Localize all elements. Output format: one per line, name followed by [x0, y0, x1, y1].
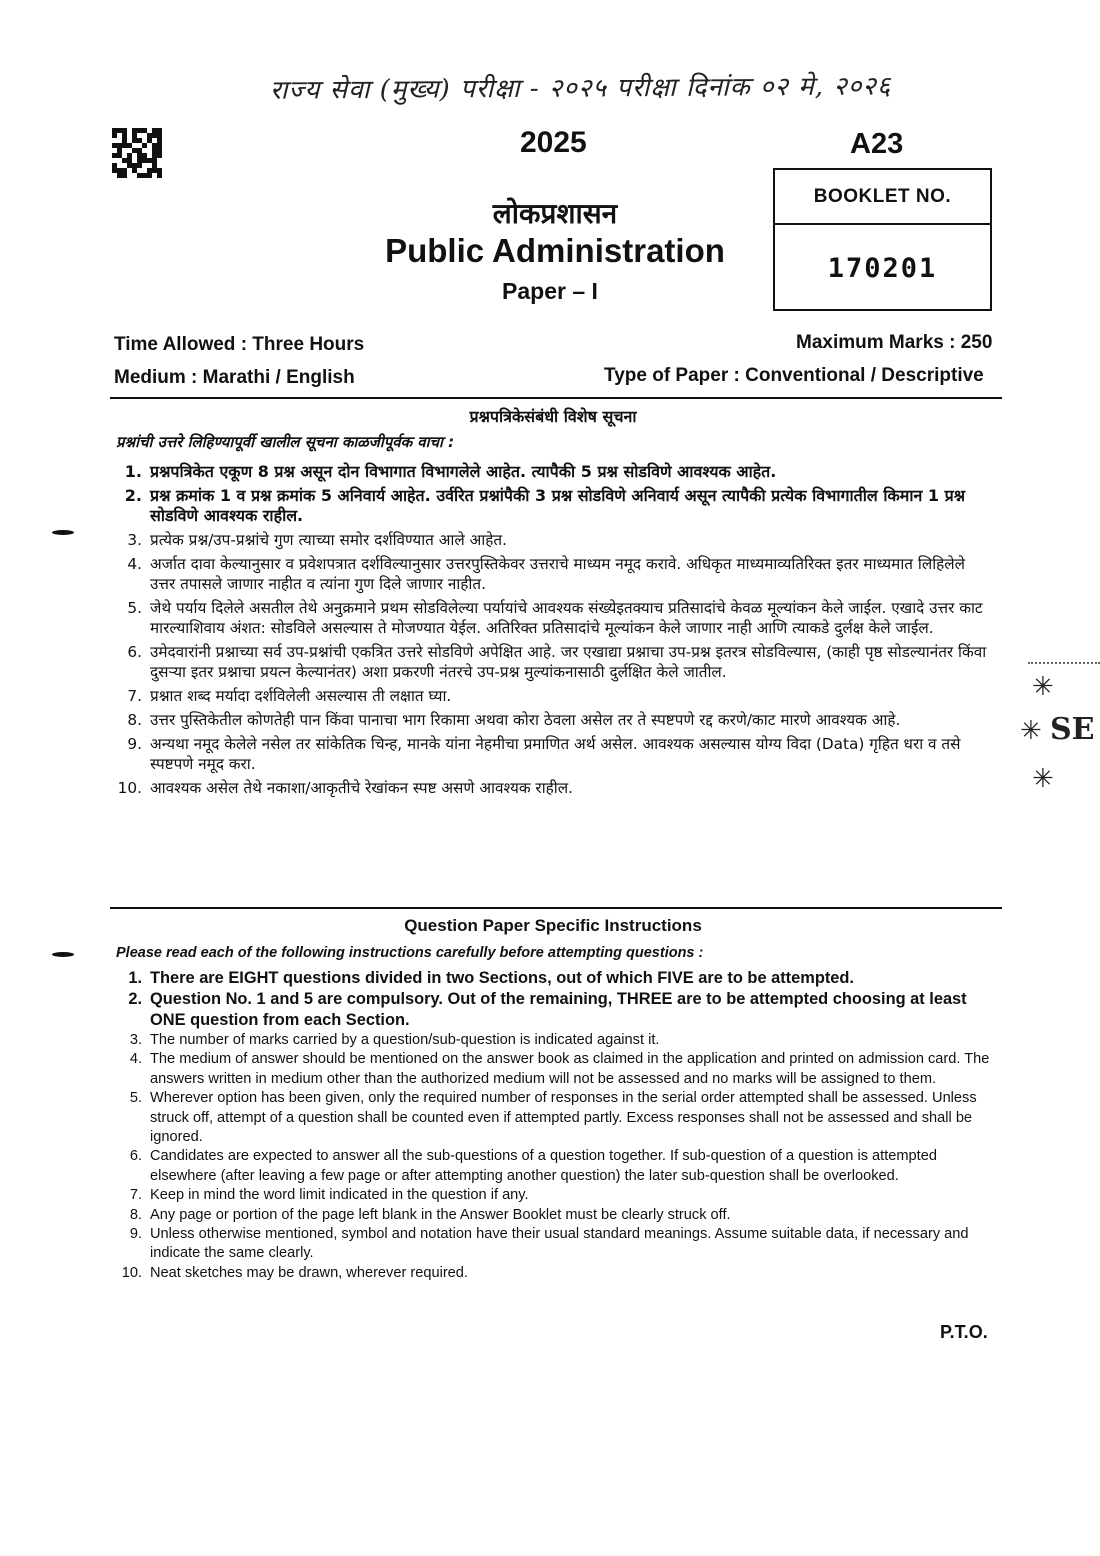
- instruction-number: 5.: [127, 599, 142, 617]
- instruction-number: 10.: [117, 779, 142, 797]
- instruction-item: [110, 486, 990, 526]
- instruction-number: 3.: [127, 531, 142, 549]
- instruction-item: [110, 686, 990, 706]
- time-allowed: Time Allowed : Three Hours: [114, 334, 365, 355]
- instruction-number: 8.: [129, 1206, 142, 1223]
- scan-mark: [52, 530, 74, 535]
- instruction-text: There are EIGHT questions divided in two Sections, out of which FIVE are to be attempted.: [150, 969, 854, 987]
- instruction-text: अर्जात दावा केल्यानुसार व प्रवेशपत्रात दर्शविल्यानुसार उत्तरपुस्तिकेवर उत्तराचे माध्यम नमूद करावे. अधिकृत माध्यमाव्यतिरिक्त इतर माध्यमात लिहिलेले उत्तर तपासले जाणार नाहीत व त्यांना गुण दिले जाणार नाहीत.: [150, 555, 966, 593]
- asterisk-icon: ✳: [1020, 716, 1042, 746]
- please-turn-over: P.T.O.: [940, 1322, 988, 1342]
- instruction-item: [110, 530, 990, 550]
- booklet-number-box: [773, 168, 992, 311]
- instruction-number: 4.: [129, 1051, 142, 1068]
- instruction-number: 1.: [124, 462, 142, 481]
- asterisk-icon: ✳: [1032, 764, 1054, 794]
- instruction-text: प्रश्नपत्रिकेत एकूण 8 प्रश्न असून दोन विभागात विभागलेले आहेत. त्यापैकी 5 प्रश्न सोडविणे आवश्यक आहेत.: [150, 462, 777, 481]
- divider-top: [110, 397, 1002, 399]
- instruction-text: प्रत्येक प्रश्न/उप-प्रश्नांचे गुण त्याच्या समोर दर्शविण्यात आले आहेत.: [150, 531, 507, 549]
- instruction-text: प्रश्न क्रमांक 1 व प्रश्न क्रमांक 5 अनिवार्य आहेत. उर्वरित प्रश्नांपैकी 3 प्रश्न सोडविणे अनिवार्य असून त्यापैकी प्रत्येक विभागातील किमान 1 प्रश्न सोडविणे आवश्यक राहील.: [150, 486, 966, 525]
- instruction-item: [110, 1147, 990, 1186]
- english-instructions-list: [110, 968, 990, 1283]
- qr-code-icon: [112, 128, 162, 178]
- instruction-item: [110, 1186, 990, 1205]
- marathi-instructions-list: [110, 462, 990, 802]
- instruction-number: 9.: [129, 1226, 142, 1243]
- instruction-item: [110, 1225, 990, 1264]
- instruction-text: The medium of answer should be mentioned on the answer book as claimed in the application and printed on admission card. The answers written in medium other than the authorized medium will not be assessed and no marks will be assigned to them.: [150, 1051, 990, 1087]
- instruction-text: उमेदवारांनी प्रश्नाच्या सर्व उप-प्रश्नांची एकत्रित उत्तरे सोडविणे अपेक्षित आहे. जर एखाद्या प्रश्नाचा उप-प्रश्न इतरत्र सोडविल्यास, (काही पृष्ठ सोडल्यानंतर किंवा दुसऱ्या इतर प्रश्नाचा प्रयत्न केल्यानंतर) अशा प्रकरणी नंतरचे उप-प्रश्न मुल्यांकनासाठी दुर्लक्षित केले जातील.: [150, 643, 987, 681]
- instruction-item: [110, 1264, 990, 1283]
- scan-mark: [52, 952, 74, 957]
- instruction-text: Candidates are expected to answer all the sub-questions of a question together. If sub-question of a question is attempted elsewhere (after leaving a few page or after attempting another question) the later sub-question shall be overlooked.: [150, 1148, 937, 1184]
- instruction-item: [110, 989, 990, 1031]
- maximum-marks: Maximum Marks : 250: [796, 332, 993, 353]
- instruction-item: [110, 554, 990, 594]
- instruction-number: 9.: [127, 735, 142, 753]
- instruction-number: 10.: [121, 1264, 142, 1281]
- instruction-number: 8.: [127, 711, 142, 729]
- instruction-text: अन्यथा नमूद केलेले नसेल तर सांकेतिक चिन्ह, मानके यांना नेहमीचा प्रमाणित अर्थ असेल. आवश्यक असल्यास योग्य विदा (Data) गृहित धरा व तसे स्पष्टपणे नमूद करा.: [150, 735, 961, 773]
- instruction-item: [110, 1031, 990, 1050]
- medium: Medium : Marathi / English: [114, 367, 355, 388]
- paper-type: Type of Paper : Conventional / Descriptive: [604, 365, 984, 386]
- instruction-item: [110, 968, 990, 989]
- instruction-number: 6.: [129, 1148, 142, 1165]
- instruction-text: जेथे पर्याय दिलेले असतील तेथे अनुक्रमाने प्रथम सोडविलेल्या पर्यायांचे आवश्यक संख्येइतक्याच प्रतिसादांचे केवळ मूल्यांकन केले जाईल. एखादे उत्तर काट मारल्याशिवाय अंशत: सोडविले असल्यास ते मोजण्यात येईल. अतिरिक्त प्रतिसादांचे मूल्यांकन केले जाणार नाही आणि त्याकडे दुर्लक्ष केले जाईल.: [150, 599, 983, 637]
- instruction-text: आवश्यक असेल तेथे नकाशा/आकृतीचे रेखांकन स्पष्ट असणे आवश्यक राहील.: [150, 779, 573, 797]
- instruction-item: [110, 778, 990, 798]
- instruction-item: [110, 1050, 990, 1089]
- exam-year: 2025: [520, 126, 587, 159]
- instruction-item: [110, 598, 990, 638]
- instruction-number: 6.: [127, 643, 142, 661]
- paper-number: Paper – I: [502, 278, 598, 304]
- instruction-number: 2.: [124, 486, 142, 505]
- instruction-number: 2.: [128, 990, 142, 1008]
- instruction-text: प्रश्नात शब्द मर्यादा दर्शविलेली असल्यास ती लक्षात घ्या.: [150, 687, 452, 705]
- instruction-number: 4.: [127, 555, 142, 573]
- handwritten-exam-note: राज्य सेवा (मुख्य) परीक्षा - २०२५ परीक्षा दिनांक ०२ मे, २०२६: [269, 71, 892, 106]
- instruction-number: 3.: [129, 1032, 142, 1048]
- asterisk-icon: ✳: [1032, 672, 1054, 702]
- instruction-text: Wherever option has been given, only the required number of responses in the serial order attempted shall be assessed. Unless struck off, attempt of a question shall be counted even if attempted partly. Excess responses shall not be assessed and shall be ignored.: [150, 1090, 977, 1146]
- marathi-instructions-intro: प्रश्नांची उत्तरे लिहिण्यापूर्वी खालील सूचना काळजीपूर्वक वाचा :: [116, 433, 455, 451]
- english-instructions-title: Question Paper Specific Instructions: [404, 916, 702, 935]
- instruction-text: Unless otherwise mentioned, symbol and notation have their usual standard meanings. Assume suitable data, if necessary and indicate the same clearly.: [150, 1226, 969, 1262]
- divider-middle: [110, 907, 1002, 909]
- instruction-item: [110, 642, 990, 682]
- booklet-number: 170201: [827, 252, 938, 284]
- english-instructions-intro: Please read each of the following instructions carefully before attempting questions :: [116, 945, 704, 961]
- instruction-number: 1.: [128, 969, 142, 987]
- instruction-text: Neat sketches may be drawn, wherever required.: [150, 1264, 468, 1281]
- instruction-number: 7.: [127, 687, 142, 705]
- instruction-item: [110, 1089, 990, 1147]
- instruction-number: 7.: [129, 1187, 142, 1204]
- booklet-label: BOOKLET NO.: [775, 170, 990, 225]
- stamp-text: SE: [1050, 712, 1095, 747]
- instruction-item: [110, 734, 990, 774]
- instruction-text: Any page or portion of the page left blank in the Answer Booklet must be clearly struck off.: [150, 1206, 731, 1223]
- subject-title-english: Public Administration: [385, 232, 725, 269]
- instruction-text: उत्तर पुस्तिकेतील कोणतेही पान किंवा पानाचा भाग रिकामा अथवा कोरा ठेवला असेल तर ते स्पष्टपणे रद्द करणे/काट मारणे आवश्यक आहे.: [150, 711, 901, 729]
- instruction-item: [110, 710, 990, 730]
- stamp-border: [1028, 662, 1100, 664]
- subject-title-marathi: लोकप्रशासन: [492, 197, 618, 230]
- instruction-text: The number of marks carried by a question/sub-question is indicated against it.: [150, 1032, 660, 1048]
- instruction-text: Question No. 1 and 5 are compulsory. Out of the remaining, THREE are to be attempted choosing at least ONE question from each Section.: [150, 990, 967, 1029]
- instruction-text: Keep in mind the word limit indicated in the question if any.: [150, 1187, 529, 1204]
- series-code: A23: [850, 128, 904, 160]
- instruction-number: 5.: [129, 1090, 142, 1107]
- instruction-item: [110, 1206, 990, 1225]
- instruction-item: [110, 462, 990, 482]
- marathi-instructions-title: प्रश्नपत्रिकेसंबंधी विशेष सूचना: [469, 407, 637, 426]
